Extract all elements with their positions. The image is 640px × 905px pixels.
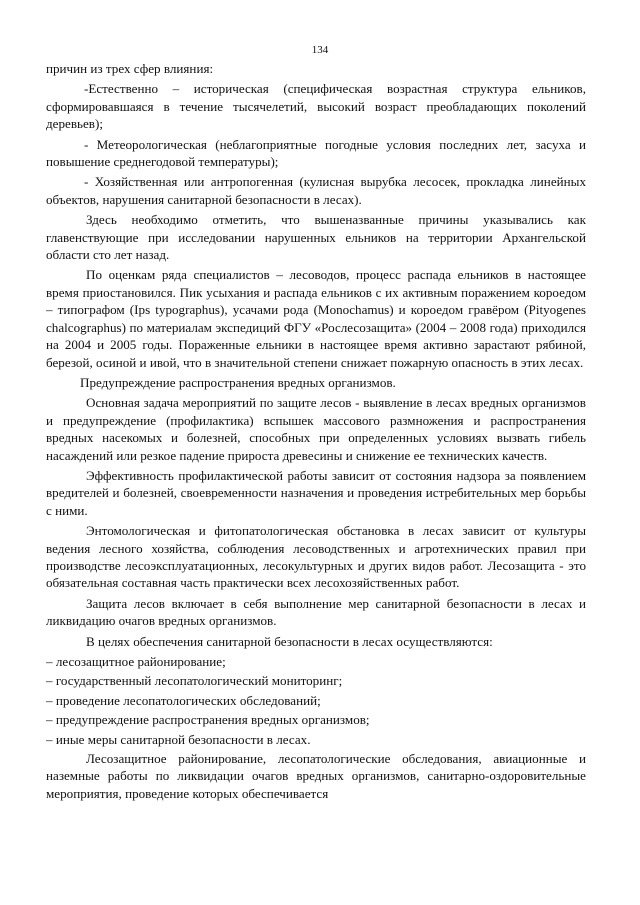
paragraph-natural-historical: -Естественно – историческая (специфическая возрастная структура ельников, сформировавшаяся в течение тысячелетий, высокий возраст преобладающих поколений деревьев); — [46, 81, 586, 132]
list-item: – государственный лесопатологический мониторинг; — [46, 673, 343, 689]
paragraph-specialists: По оценкам ряда специалистов – лесоводов, процесс распада ельников в настоящее время приостановился. Пик усыхания и распада ельников с их активным поражением короедом – типографом (Ips typographus), усачами рода (Monochamus) и короедом гравёром (Pityogenes chalcographus) по материалам экспедиций ФГУ «Рослесозащита» (2004 – 2008 года) приходился на 2004 и 2005 годы. Пораженные ельники в настоящее время активно зарастают рябиной, березой, осиной и ивой, что в значительной степени снижает пожарную опасность в этих лесах. — [46, 267, 586, 370]
paragraph-entomological: Энтомологическая и фитопатологическая обстановка в лесах зависит от культуры ведения лесного хозяйства, соблюдения лесоводственных и агротехнических правил при производстве лесоэксплуатационных, лесокультурных и других видов работ. Лесозащита - это обязательная составная часть практически всех лесохозяйственных работ. — [46, 523, 586, 591]
section-heading: Предупреждение распространения вредных организмов. — [80, 374, 396, 390]
paragraph-effectiveness: Эффективность профилактической работы зависит от состояния надзора за появлением вредителей и болезней, своевременности назначения и проведения истребительных мер борьбы с ними. — [46, 467, 586, 518]
paragraph-hundred-years: Здесь необходимо отметить, что вышеназванные причины указывались как главенствующие при исследовании нарушенных ельников на территории Архангельской области сто лет назад. — [46, 212, 586, 263]
list-item: – иные меры санитарной безопасности в лесах. — [46, 731, 311, 747]
list-item: – проведение лесопатологических обследований; — [46, 692, 321, 708]
list-item: – лесозащитное районирование; — [46, 654, 226, 669]
paragraph-intro: причин из трех сфер влияния: — [46, 61, 214, 76]
paragraph-sanitary-intro: В целях обеспечения санитарной безопасности в лесах осуществляются: — [86, 633, 493, 649]
page-body — [46, 60, 586, 805]
paragraph-final: Лесозащитное районирование, лесопатологические обследования, авиационные и наземные работы по ликвидации очагов вредных организмов, санитарно-оздоровительные мероприятия, проведение которых обеспечивается — [46, 751, 586, 801]
list-item: – предупреждение распространения вредных организмов; — [46, 712, 370, 728]
paragraph-meteorological: - Метеорологическая (неблагоприятные погодные условия последних лет, засуха и повышение среднегодовой температуры); — [46, 136, 586, 170]
page-number: 134 — [311, 44, 329, 56]
paragraph-main-task: Основная задача мероприятий по защите лесов - выявление в лесах вредных организмов и предупреждение (профилактика) вспышек массового размножения и распространения вредных насекомых и болезней, способных при определенных условиях вызвать гибель насаждений или резкое падение прироста древесины и снижение ее технических качеств. — [46, 395, 586, 463]
paragraph-forest-protection: Защита лесов включает в себя выполнение мер санитарной безопасности в лесах и ликвидацию очагов вредных организмов. — [46, 595, 586, 629]
paragraph-anthropogenic: - Хозяйственная или антропогенная (кулисная вырубка лесосек, прокладка линейных объектов, нарушения санитарной безопасности в лесах). — [46, 174, 586, 207]
